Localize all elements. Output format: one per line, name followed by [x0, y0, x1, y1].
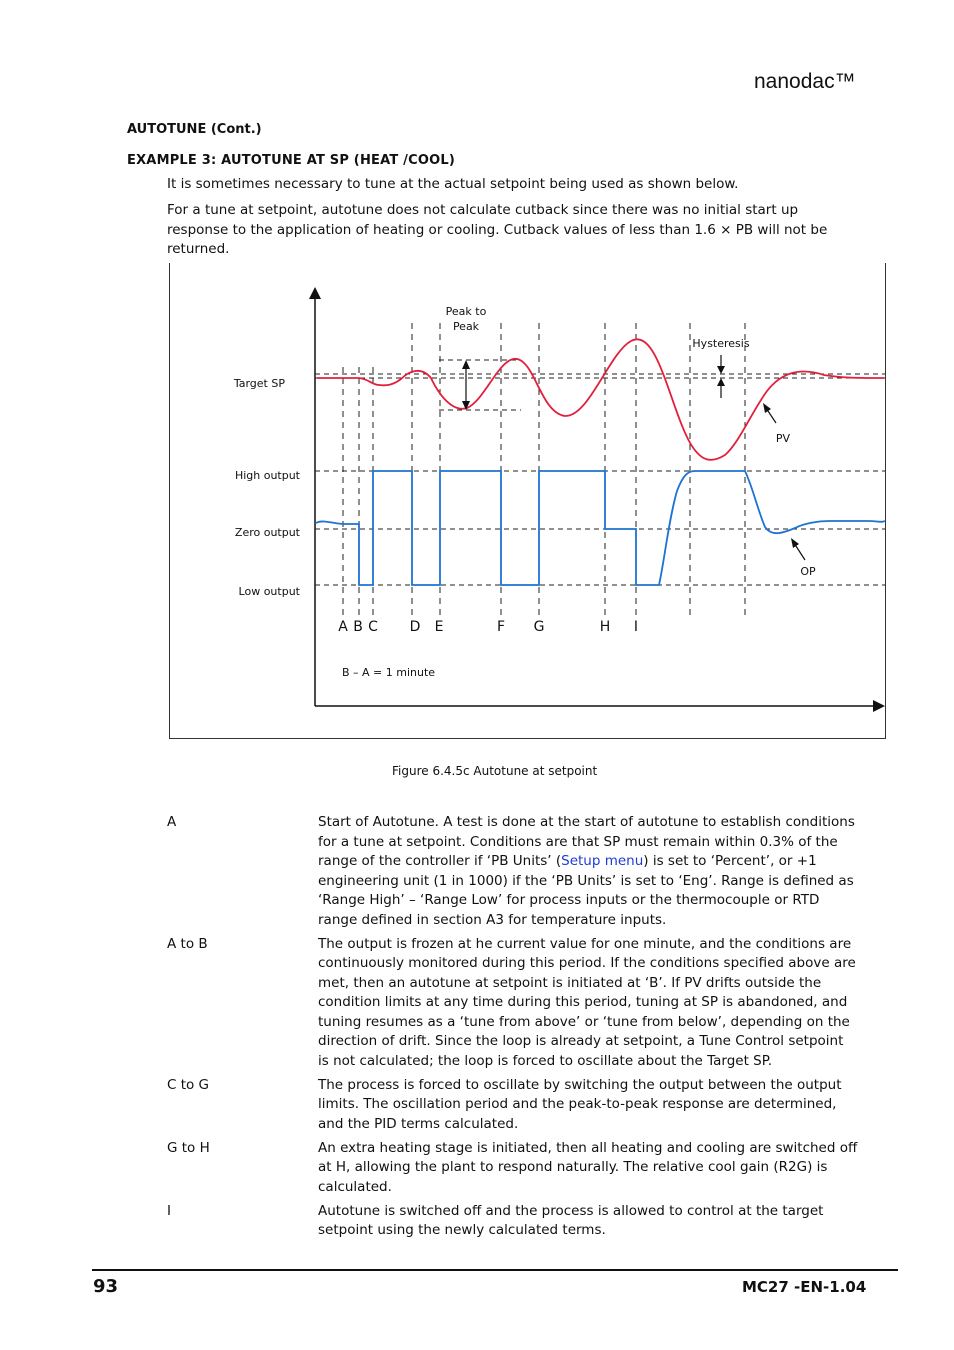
peak-arrow-up-head	[462, 360, 470, 369]
pv-pointer-head	[763, 403, 771, 413]
hysteresis-label: Hysteresis	[692, 337, 750, 350]
marker-f: F	[496, 619, 506, 635]
marker-letters	[338, 619, 638, 635]
intro-paragraph-2: For a tune at setpoint, autotune does not calculate cutback since there was no initial start up response to the application of heating or cooling. Cutback values of less than 1.6 × PB will not be returned.	[167, 202, 828, 257]
definition-text: Autotune is switched off and the process is allowed to control at the target setpoint using the newly calculated terms.	[318, 1202, 824, 1238]
footer-divider	[92, 1269, 898, 1271]
op-pointer-head	[791, 538, 799, 548]
peak-to-peak-label-1: Peak to	[445, 305, 487, 318]
marker-a: A	[338, 619, 348, 635]
definition-term: I	[167, 1202, 171, 1219]
op-label: OP	[800, 565, 816, 578]
hysteresis-arrow-up-head	[717, 378, 725, 386]
definition-text: Start of Autotune. A test is done at the start of autotune to establish conditions for a tune at setpoint. Conditions are that SP must remain within 0.3% of the range of the controller if ‘PB Units’ (Setup menu) is set to ‘Percent’, or +1 engineering unit (1 in 1000) if the ‘PB Units’ is set to ‘Eng’. Range is defined as ‘Range High’ – ‘Range Low’ for process inputs or the thermocouple or RTD range defined in section A3 for temperature inputs.	[318, 814, 855, 928]
marker-g: G	[533, 619, 545, 635]
marker-e: E	[434, 619, 444, 635]
marker-c: C	[368, 619, 378, 635]
marker-d: D	[409, 619, 421, 635]
definition-row	[167, 935, 867, 1072]
autotune-diagram	[169, 263, 886, 739]
brand-title: nanodac™	[754, 70, 856, 93]
definition-list	[167, 813, 867, 1245]
section-title: AUTOTUNE (Cont.)	[127, 122, 262, 137]
definition-term: A to B	[167, 935, 208, 952]
definition-row	[167, 1076, 867, 1135]
definition-text: The output is frozen at he current value for one minute, and the conditions are continuously monitored during this period. If the conditions specified above are met, then an autotune at setpoint is initiated at ‘B’. If PV drifts outside the condition limits at any time during this period, tuning at SP is abandoned, and tuning resumes as a ‘tune from above’ or ‘tune from below’, depending on the direction of drift. Since the loop is already at setpoint, a Tune Control setpoint is not calculated; the loop is forced to oscillate about the Target SP.	[318, 935, 856, 1069]
definition-row	[167, 813, 867, 930]
pv-label: PV	[775, 432, 791, 445]
pv-curve	[317, 339, 884, 460]
intro-paragraph-1: It is sometimes necessary to tune at the actual setpoint being used as shown below.	[167, 176, 739, 192]
low-output-label: Low output	[238, 585, 300, 598]
marker-i: I	[633, 619, 639, 635]
time-note: B – A = 1 minute	[342, 666, 436, 679]
definition-term: G to H	[167, 1139, 210, 1156]
definition-term: A	[167, 814, 177, 830]
definition-row	[167, 1139, 867, 1198]
high-output-label: High output	[234, 469, 300, 482]
diagram-labels	[233, 305, 816, 679]
definition-term: C to G	[167, 1076, 210, 1093]
definition-text: The process is forced to oscillate by switching the output between the output limits. The oscillation period and the peak-to-peak response are determined, and the PID terms calculated.	[318, 1076, 842, 1132]
figure-caption: Figure 6.4.5c Autotune at setpoint	[392, 764, 598, 778]
definition-text: An extra heating stage is initiated, then all heating and cooling are switched off at H, allowing the plant to respond naturally. The relative cool gain (R2G) is calculated.	[318, 1139, 858, 1195]
hysteresis-arrow-down-head	[717, 366, 725, 374]
page-number: 93	[93, 1276, 119, 1297]
definition-row	[167, 1202, 867, 1241]
document-code: MC27 -EN-1.04	[742, 1278, 867, 1296]
zero-output-label: Zero output	[234, 526, 300, 539]
example-title: EXAMPLE 3: AUTOTUNE AT SP (HEAT /COOL)	[127, 153, 455, 168]
target-sp-label: Target SP	[233, 377, 285, 390]
marker-b: B	[353, 619, 363, 635]
setup-menu-link[interactable]: Setup menu	[561, 853, 644, 869]
peak-to-peak-label-2: Peak	[452, 320, 480, 333]
marker-h: H	[599, 619, 611, 635]
